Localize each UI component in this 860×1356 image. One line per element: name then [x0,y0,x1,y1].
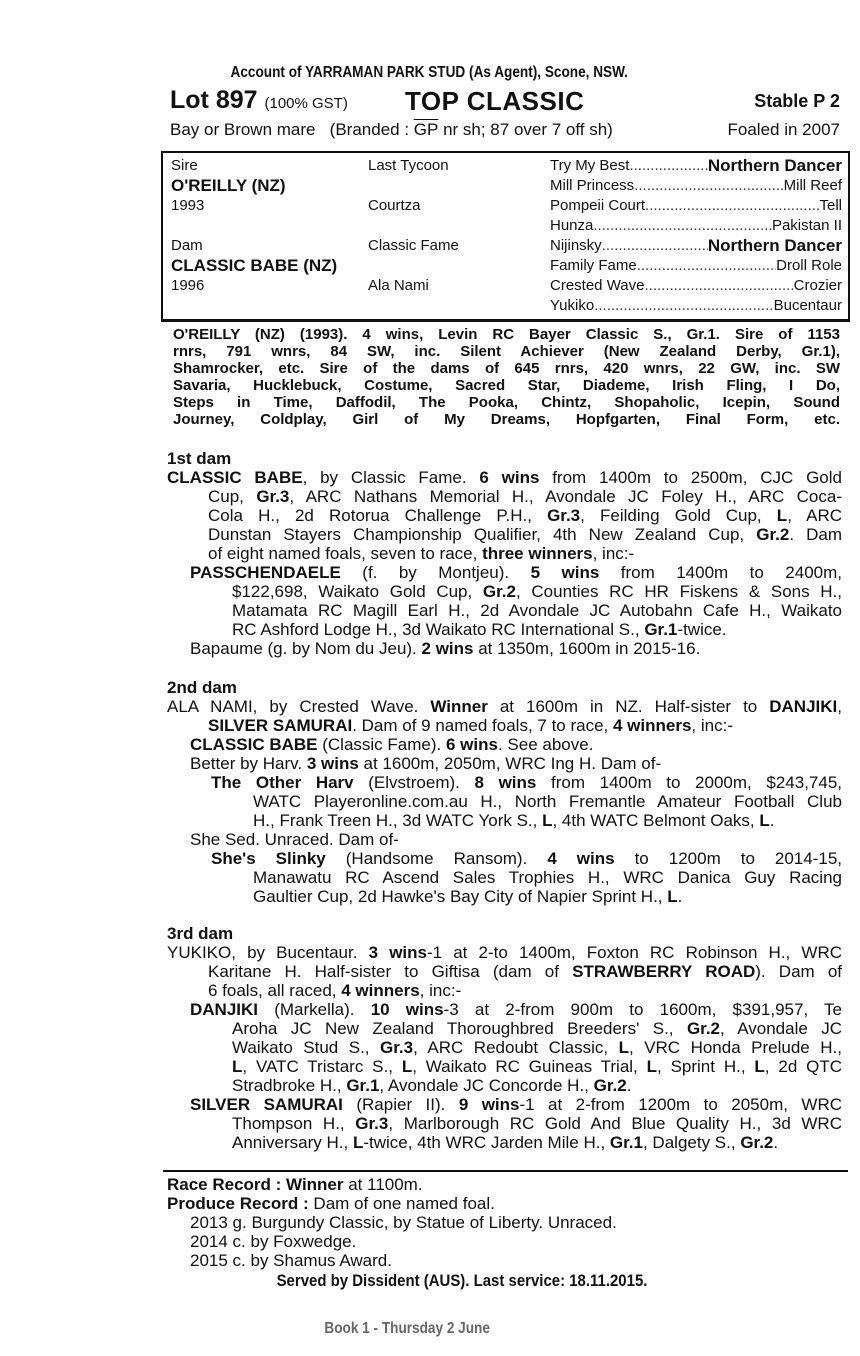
description-post: nr sh; 87 over 7 off sh) [438,120,613,139]
text-run: , ARC Nathans Memorial H., Avondale JC Foley H., ARC Coca- [289,487,842,506]
text-run: 2015 c. by Shamus Award. [190,1251,392,1270]
paragraph [167,563,842,639]
text-line [167,754,842,773]
text-run: , inc:- [419,981,462,1000]
section-heading: 2nd dam [167,678,237,697]
section-heading: 3rd dam [167,924,234,943]
great-great-grandparent: Northern Dancer [707,236,842,255]
text-run: , ARC Redoubt Classic, [413,1038,619,1057]
text-run: Matamata RC Magill Earl H., 2d Avondale JC Autobahn Cafe H., Waikato [232,601,842,620]
text-line [167,1000,842,1019]
bold-run: 6 wins [445,735,498,754]
text-line [167,525,842,544]
bold-run: Gr.3 [256,487,290,506]
text-line [167,601,842,620]
leader-dots [644,276,793,295]
text-run: , VATC Tristarc S., [242,1057,402,1076]
pedigree-parent: O'REILLY (NZ) [171,176,286,195]
bold-run: L [232,1057,243,1076]
paragraph [167,1251,842,1270]
text-run: , Sprint H., [657,1057,755,1076]
great-grandparent: Family Fame [550,257,637,274]
text-run: Cup, [208,487,257,506]
bold-run: Gr.3 [355,1114,389,1133]
paragraph [167,830,842,849]
text-line [167,981,842,1000]
text-run: to 1200m to 2014-15, [614,849,843,868]
bold-run: The Other Harv [211,773,354,792]
summary-line: O'REILLY (NZ) (1993). 4 wins, Levin RC Bayer Classic S., Gr.1. Sire of 1153 [173,326,840,343]
text-line [167,1095,842,1114]
text-run: . Dam of 9 named foals, 7 to race, [352,716,613,735]
text-run: -twice. [677,620,727,639]
text-run: , Waikato RC Guineas Trial, [412,1057,647,1076]
paragraph [167,773,842,830]
gst-note: (100% GST) [264,95,348,112]
great-grandparent: Crested Wave [550,277,645,294]
text-run: Bapaume (g. by Nom du Jeu). [190,639,422,658]
text-run: , Avondale JC Concorde H., [379,1076,594,1095]
pedigree-great-grandparents [550,256,842,275]
text-run: ). Dam of [755,962,843,981]
leader-dots [593,216,772,235]
text-run: Stradbroke H., [232,1076,347,1095]
pedigree-grandparent: Ala Nami [368,277,429,294]
text-run: at 1600m, 2050m, WRC Ing H. Dam of- [358,754,662,773]
text-run: 2014 c. by Foxwedge. [190,1232,357,1251]
pedigree-row [163,156,848,175]
text-run: Gaultier Cup, 2d Hawke's Bay City of Napier Sprint H., [253,887,668,906]
text-run: , Dalgety S., [642,1133,741,1152]
bold-run: 8 wins [474,773,537,792]
text-line [167,962,842,981]
bold-run: 10 wins [370,1000,444,1019]
bold-run: 6 wins [479,468,540,487]
text-run: . [626,1076,632,1095]
bold-run: Gr.2 [686,1019,721,1038]
bold-run: Gr.1 [346,1076,380,1095]
pedigree-row [163,276,848,295]
pedigree-grandparent: Courtza [368,197,421,214]
text-run: (Markella). [258,1000,371,1019]
bold-run: Race Record : Winner [167,1175,344,1194]
great-grandparent: Nijinsky [550,237,602,254]
text-line [167,773,842,792]
stable-number: Stable P 2 [754,91,840,111]
text-run: , VRC Honda Prelude H., [628,1038,842,1057]
text-run: Thompson H., [232,1114,356,1133]
lot-label: Lot 897 [170,86,258,114]
description-pre: Bay or Brown mare (Branded : [170,120,414,139]
text-run: , inc:- [592,544,635,563]
bold-run: Gr.2 [593,1076,627,1095]
text-line [167,1133,842,1152]
bold-run: CLASSIC BABE [167,468,303,487]
bold-run: L [401,1057,413,1076]
page-footer: Book 1 - Thursday 2 June [324,1320,490,1337]
text-run: at 1100m. [343,1175,423,1194]
text-run: Dunstan Stayers Championship Qualifier, 4th New Zealand Cup, [208,525,757,544]
bold-run: three winners [482,544,593,563]
bold-run: STRAWBERRY ROAD [572,962,756,981]
summary-line: rnrs, 791 wnrs, 84 SW, inc. Silent Achiever (New Zealand Derby, Gr.1), [173,343,840,360]
bold-run: Winner [430,697,488,716]
pedigree-great-grandparents [550,196,842,215]
text-run: at 1350m, 1600m in 2015-16. [473,639,701,658]
text-run: Manawatu RC Ascend Sales Trophies H., WRC Danica Guy Racing [253,868,842,887]
pedigree-great-grandparents [550,296,842,315]
text-run: Aroha JC New Zealand Thoroughbred Breeders' S., [232,1019,687,1038]
text-run: WATC Playeronline.com.au H., North Fremantle Amateur Football Club [253,792,842,811]
great-grandparent: Mill Princess [550,177,635,194]
text-line [167,1076,842,1095]
text-run: Dam of one named foal. [308,1194,495,1213]
leader-dots [602,236,708,255]
text-line [167,1038,842,1057]
text-run: , Marlborough RC Gold And Blue Quality H., 3d WRC [388,1114,842,1133]
bold-run: L [352,1133,364,1152]
great-great-grandparent: Crozier [793,277,842,294]
text-run: from 1400m to 2500m, CJC Gold [539,468,842,487]
paragraph [167,943,842,1000]
bold-run: 4 winners [341,981,420,1000]
text-run: H., Frank Treen H., 3d WATC York S., [253,811,543,830]
text-run: , Avondale JC [720,1019,842,1038]
bold-run: 2 wins [421,639,474,658]
text-line [167,1194,842,1213]
great-great-grandparent: Droll Role [776,257,842,274]
bold-run: L [646,1057,658,1076]
text-run: 6 foals, all raced, [208,981,342,1000]
text-run: , Counties RC HR Fiskens & Sons H., [516,582,842,601]
text-run: RC Ashford Lodge H., 3d Waikato RC International S., [232,620,645,639]
pedigree-parent: CLASSIC BABE (NZ) [171,256,338,275]
text-line [167,811,842,830]
bold-run: CLASSIC BABE [190,735,318,754]
bold-run: L [759,811,770,830]
pedigree-table [161,151,850,322]
text-run: ALA NAMI, by Crested Wave. [167,697,431,716]
text-line [167,582,842,601]
paragraph [167,468,842,563]
great-great-grandparent: Tell [819,197,842,214]
text-run: YUKIKO, by Bucentaur. [167,943,369,962]
paragraph [167,1095,842,1152]
bold-run: L [618,1038,629,1057]
bold-run: L [667,887,678,906]
text-run: . [677,887,683,906]
pedigree-row [163,176,848,195]
horse-name: TOP CLASSIC [405,86,585,116]
summary-line: Steps in Time, Daffodil, The Pooka, Chintz, Shopaholic, Icepin, Sound [173,394,840,411]
bold-run: Gr.2 [482,582,516,601]
text-run: . Dam [789,525,842,544]
text-line [167,792,842,811]
bold-run: 3 wins [306,754,359,773]
great-great-grandparent: Bucentaur [773,297,842,314]
text-line [167,887,842,906]
great-great-grandparent: Northern Dancer [707,156,842,175]
text-run: Anniversary H., [232,1133,353,1152]
great-great-grandparent: Mill Reef [783,177,842,194]
text-line [167,563,842,582]
pedigree-great-grandparents [550,176,842,195]
great-great-grandparent: Pakistan II [771,217,842,234]
pedigree-row [163,256,848,275]
text-run: (Rapier II). [342,1095,459,1114]
text-run: -3 at 2-from 900m to 1600m, $391,957, Te [443,1000,843,1019]
foaled-year: Foaled in 2007 [727,120,840,139]
text-run: . [773,1133,779,1152]
bold-run: Produce Record : [167,1194,309,1213]
great-grandparent: Yukiko [550,297,595,314]
leader-dots [645,196,819,215]
text-line [167,943,842,962]
text-run: -1 at 2-from 1200m to 2050m, WRC [519,1095,842,1114]
bold-run: 5 wins [530,563,600,582]
text-run: Waikato Stud S., [232,1038,381,1057]
pedigree-row [163,236,848,255]
text-line [167,1232,842,1251]
pedigree-great-grandparents [550,156,842,175]
text-run: -1 at 2-to 1400m, Foxton RC Robinson H., WRC [426,943,843,962]
text-run: , Feilding Gold Cup, [580,506,777,525]
bold-run: She's Slinky [211,849,326,868]
summary-line: Savaria, Hucklebuck, Costume, Sacred Star, Diademe, Irish Fling, I Do, [173,377,840,394]
text-run: at 1600m in NZ. Half-sister to [487,697,770,716]
paragraph [167,1213,842,1232]
text-run: Cola H., 2d Rotorua Challenge P.H., [208,506,548,525]
text-line [167,830,842,849]
text-run: $122,698, Waikato Gold Cup, [232,582,483,601]
summary-line: Shamrocker, etc. Sire of the dams of 645 rnrs, 420 wnrs, 22 GW, inc. SW [173,360,840,377]
bold-run: Gr.1 [644,620,678,639]
bold-run: Gr.1 [609,1133,643,1152]
text-run: (Classic Fame). [317,735,446,754]
text-line [167,1019,842,1038]
pedigree-parent: 1993 [171,197,205,214]
lot-number [170,86,348,115]
pedigree-row [163,196,848,215]
paragraph [167,639,842,658]
text-line [167,1251,842,1270]
text-run: from 1400m to 2000m, $243,745, [536,773,843,792]
bold-run: Gr.3 [380,1038,414,1057]
bold-run: 3 wins [368,943,427,962]
paragraph [167,754,842,773]
bold-run: Gr.3 [547,506,581,525]
text-run: Karitane H. Half-sister to Giftisa (dam of [208,962,573,981]
paragraph [167,1175,842,1194]
leader-dots [594,296,773,315]
bold-run: SILVER SAMURAI [190,1095,343,1114]
text-line [167,697,842,716]
text-line [167,468,842,487]
bold-run: L [542,811,553,830]
bold-run: Gr.2 [756,525,790,544]
vendor-account: Account of YARRAMAN PARK STUD (As Agent), Scone, NSW. [230,64,628,81]
pedigree-parent: Sire [171,157,198,174]
text-line [167,487,842,506]
bold-run: DANJIKI [769,697,838,716]
great-grandparent: Try My Best [550,157,630,174]
served-by-note: Served by Dissident (AUS). Last service: 18.11.2015. [276,1271,648,1290]
pedigree-great-grandparents [550,216,842,235]
pedigree-great-grandparents [550,236,842,255]
paragraph [167,697,842,735]
paragraph [167,735,842,754]
text-line [167,849,842,868]
text-run: -twice, 4th WRC Jarden Mile H., [363,1133,610,1152]
paragraph [167,849,842,906]
text-line [167,639,842,658]
text-line [167,1114,842,1133]
pedigree-row [163,216,848,235]
text-line [167,716,842,735]
text-run: from 1400m to 2400m, [599,563,842,582]
pedigree-grandparent: Last Tycoon [368,157,449,174]
section-heading: 1st dam [167,449,232,468]
text-line [167,1213,842,1232]
text-run: , 2d QTC [764,1057,842,1076]
text-run: 2013 g. Burgundy Classic, by Statue of Liberty. Unraced. [190,1213,617,1232]
text-run: (Elvstroem). [353,773,475,792]
summary-line: Journey, Coldplay, Girl of My Dreams, Hopfgarten, Final Form, etc. [173,411,840,428]
text-line [167,735,842,754]
text-line [167,544,842,563]
pedigree-grandparent: Classic Fame [368,237,459,254]
text-run: , by Classic Fame. [302,468,480,487]
text-run: . See above. [497,735,594,754]
text-run: (f. by Montjeu). [340,563,531,582]
text-line [167,868,842,887]
text-run: . [769,811,775,830]
bold-run: L [776,506,788,525]
pedigree-parent: 1996 [171,277,205,294]
text-run: , 4th WATC Belmont Oaks, [552,811,760,830]
paragraph [167,1194,842,1213]
paragraph [167,1000,842,1095]
bold-run: PASSCHENDAELE [190,563,341,582]
leader-dots [629,156,707,175]
text-run: Better by Harv. [190,754,307,773]
divider [163,1170,848,1172]
bold-run: SILVER SAMURAI [208,716,353,735]
text-line [167,620,842,639]
text-line [167,1175,842,1194]
leader-dots [637,256,776,275]
text-run: , inc:- [691,716,733,735]
great-grandparent: Hunza [550,217,594,234]
bold-run: 9 wins [458,1095,520,1114]
bold-run: 4 winners [613,716,692,735]
text-line [167,1057,842,1076]
pedigree-great-grandparents [550,276,842,295]
text-run: (Handsome Ransom). [325,849,548,868]
text-run: , [837,697,842,716]
text-run: of eight named foals, seven to race, [208,544,483,563]
pedigree-row [163,296,848,315]
pedigree-parent: Dam [171,237,203,254]
bold-run: DANJIKI [190,1000,259,1019]
bold-run: Gr.2 [740,1133,774,1152]
bold-run: 4 wins [547,849,615,868]
text-run: She Sed. Unraced. Dam of- [190,830,399,849]
leader-dots [634,176,783,195]
paragraph [167,1232,842,1251]
text-line [167,506,842,525]
sire-summary [173,326,840,428]
great-grandparent: Pompeii Court [550,197,646,214]
brand-mark: $\overline{GP}$ [413,120,439,139]
text-run: , ARC [787,506,843,525]
bold-run: L [754,1057,765,1076]
horse-description [170,120,613,140]
